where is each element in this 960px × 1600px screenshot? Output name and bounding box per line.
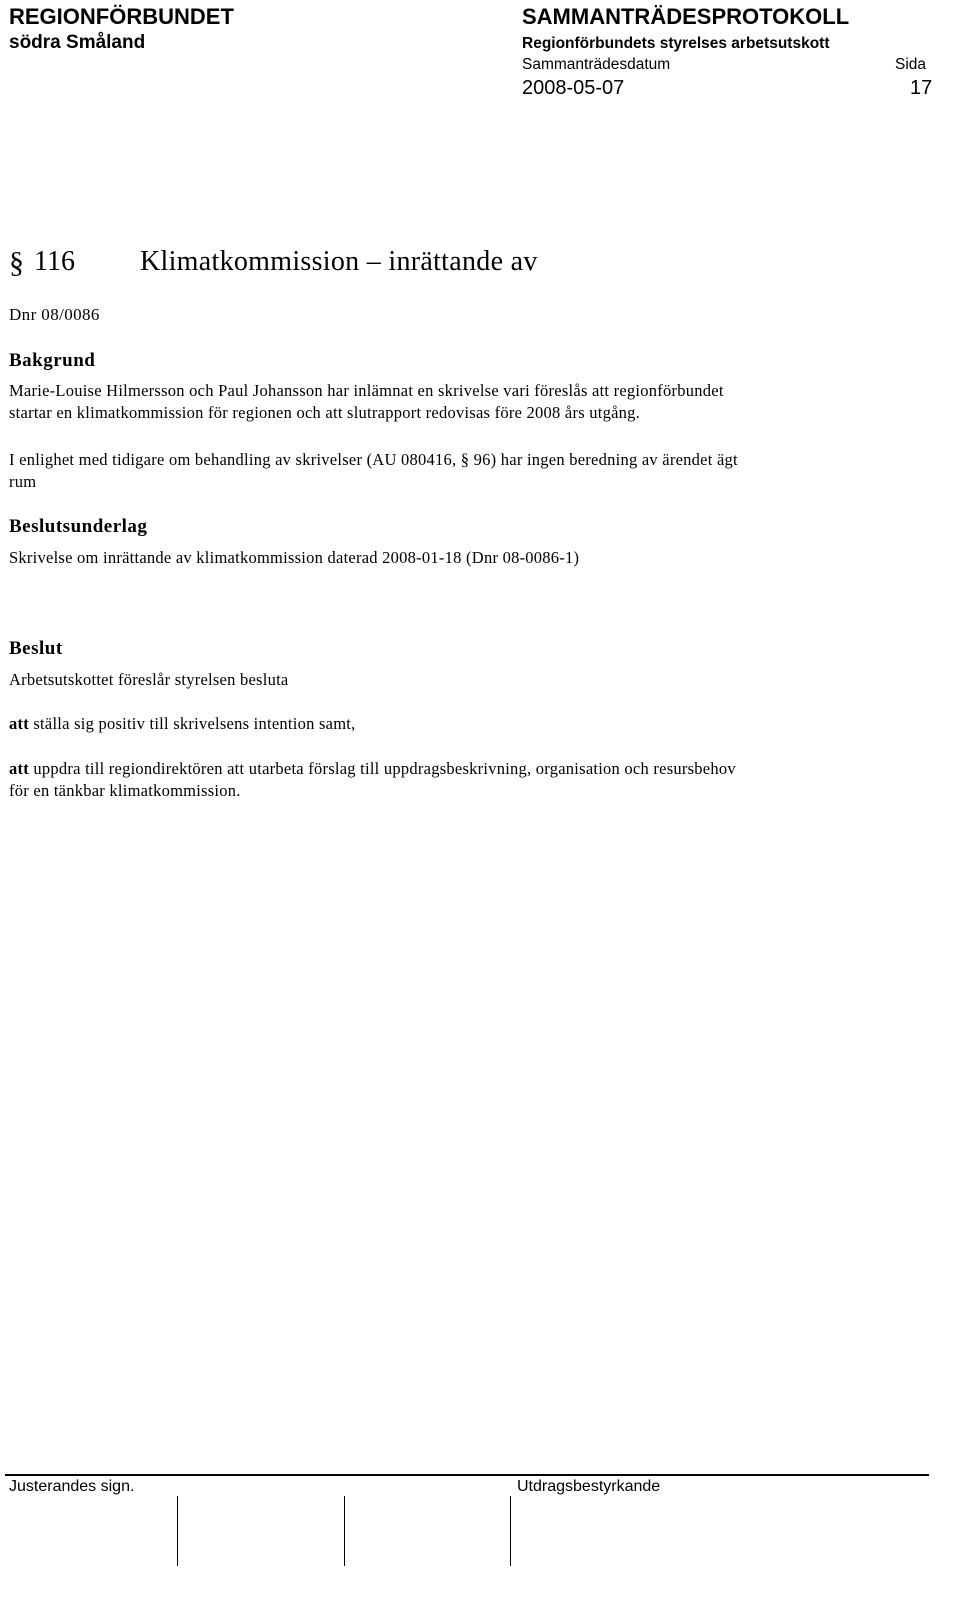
decision-item-2-keyword: att [9,759,29,778]
decision-intro: Arbetsutskottet föreslår styrelsen besluta [9,670,289,689]
organization-region: södra Småland [9,32,146,53]
background-paragraph-2-line-1: I enlighet med tidigare om behandling av skrivelser (AU 080416, § 96) har ingen beredning av ärendet ägt [9,450,738,469]
page-number-label: Sida [895,56,927,73]
decision-item-2-text: uppdra till regiondirektören att utarbeta förslag till uppdragsbeskrivning, organisation och resursbehov [29,759,736,778]
footer-divider [5,1474,929,1476]
adjuster-signature-label: Justerandes sign. [9,1478,135,1495]
decision-heading: Beslut [9,638,63,659]
background-heading: Bakgrund [9,350,96,371]
paragraph-sign: § [9,246,24,279]
extract-certification-label: Utdragsbestyrkande [517,1478,661,1495]
signature-box-divider-2 [344,1496,345,1566]
signature-box-divider-3 [510,1496,511,1566]
page-number: 17 [910,77,933,99]
diary-number: Dnr 08/0086 [9,305,100,324]
signature-box-divider-1 [177,1496,178,1566]
background-paragraph-2-line-2: rum [9,472,37,491]
decision-item-2 [9,759,736,779]
document-title: SAMMANTRÄDESPROTOKOLL [522,4,850,29]
decision-item-2-line-2: för en tänkbar klimatkommission. [9,781,241,800]
committee-name: Regionförbundets styrelses arbetsutskott [522,35,830,52]
organization-name: REGIONFÖRBUNDET [9,4,234,29]
background-paragraph-1-line-1: Marie-Louise Hilmersson och Paul Johansson har inlämnat en skrivelse vari föreslås att regionförbundet [9,381,724,400]
background-paragraph-1-line-2: startar en klimatkommission för regionen och att slutrapport redovisas före 2008 års utgång. [9,403,641,422]
section-title: Klimatkommission – inrättande av [140,246,538,277]
meeting-date-label: Sammanträdesdatum [522,56,671,73]
decision-item-1-keyword: att [9,714,29,733]
paragraph-number: 116 [34,246,75,277]
basis-text: Skrivelse om inrättande av klimatkommission daterad 2008-01-18 (Dnr 08-0086-1) [9,548,580,567]
basis-heading: Beslutsunderlag [9,516,148,537]
decision-item-1-text: ställa sig positiv till skrivelsens intention samt, [29,714,356,733]
meeting-date: 2008-05-07 [522,77,625,99]
decision-item-1 [9,714,355,734]
